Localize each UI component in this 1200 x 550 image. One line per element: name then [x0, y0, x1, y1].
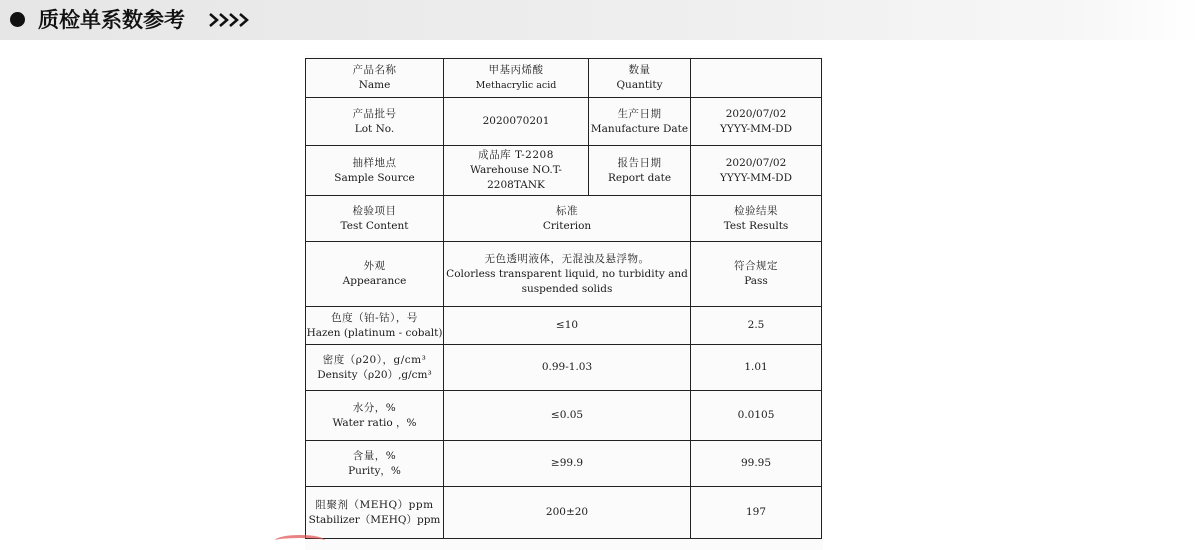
- manufacture-date-value-cell: 2020/07/02 YYYY-MM-DD: [691, 98, 822, 146]
- inspection-table: [305, 58, 822, 539]
- table-row: [306, 391, 822, 441]
- quantity-label-cell: 数量 Quantity: [589, 59, 691, 98]
- table-row: [306, 59, 822, 98]
- report-date-value-cell: 2020/07/02 YYYY-MM-DD: [691, 146, 822, 196]
- table-row: [306, 146, 822, 196]
- name-label-cell: 产品名称 Name: [306, 59, 444, 98]
- stabilizer-label-cell: 阻聚剂（MEHQ）ppm Stabilizer（MEHQ）ppm: [306, 487, 444, 539]
- purity-criterion-cell: ≥99.9: [444, 441, 691, 487]
- appearance-criterion-cell: 无色透明液体，无混浊及悬浮物。 Colorless transparent liquid, no turbidity and suspended solids: [444, 242, 691, 307]
- purity-result-cell: 99.95: [691, 441, 822, 487]
- sample-source-label-cell: 抽样地点 Sample Source: [306, 146, 444, 196]
- sample-source-value-cell: 成品库 T-2208 Warehouse NO.T-2208TANK: [444, 146, 589, 196]
- stabilizer-criterion-cell: 200±20: [444, 487, 691, 539]
- section-header: [0, 0, 1200, 40]
- table-row: [306, 487, 822, 539]
- table-row: [306, 345, 822, 391]
- bullet-dot-icon: [10, 12, 25, 27]
- purity-label-cell: 含量，% Purity，%: [306, 441, 444, 487]
- name-value-cell: 甲基丙烯酸 Methacrylic acid: [444, 59, 589, 98]
- section-title: 质检单系数参考: [38, 8, 185, 32]
- density-criterion-cell: 0.99-1.03: [444, 345, 691, 391]
- table-row: [306, 242, 822, 307]
- lot-label-cell: 产品批号 Lot No.: [306, 98, 444, 146]
- test-results-header-cell: 检验结果 Test Results: [691, 196, 822, 242]
- appearance-result-cell: 符合规定 Pass: [691, 242, 822, 307]
- water-criterion-cell: ≤0.05: [444, 391, 691, 441]
- table-row: [306, 98, 822, 146]
- hazen-result-cell: 2.5: [691, 307, 822, 345]
- quantity-value-cell: [691, 59, 822, 98]
- lot-value-cell: 2020070201: [444, 98, 589, 146]
- water-label-cell: 水分，% Water ratio ，%: [306, 391, 444, 441]
- density-label-cell: 密度（ρ20），g/cm³ Density（ρ20）,g/cm³: [306, 345, 444, 391]
- triple-chevron-icon: [208, 12, 252, 28]
- criterion-header-cell: 标准 Criterion: [444, 196, 691, 242]
- table-row: [306, 196, 822, 242]
- red-stamp-edge: [275, 535, 325, 546]
- stabilizer-result-cell: 197: [691, 487, 822, 539]
- density-result-cell: 1.01: [691, 345, 822, 391]
- test-content-header-cell: 检验项目 Test Content: [306, 196, 444, 242]
- hazen-label-cell: 色度（铂-钴），号 Hazen (platinum - cobalt): [306, 307, 444, 345]
- quality-certificate-image: [305, 55, 823, 550]
- report-date-label-cell: 报告日期 Report date: [589, 146, 691, 196]
- table-row: [306, 441, 822, 487]
- manufacture-date-label-cell: 生产日期 Manufacture Date: [589, 98, 691, 146]
- hazen-criterion-cell: ≤10: [444, 307, 691, 345]
- table-row: [306, 307, 822, 345]
- appearance-label-cell: 外观 Appearance: [306, 242, 444, 307]
- water-result-cell: 0.0105: [691, 391, 822, 441]
